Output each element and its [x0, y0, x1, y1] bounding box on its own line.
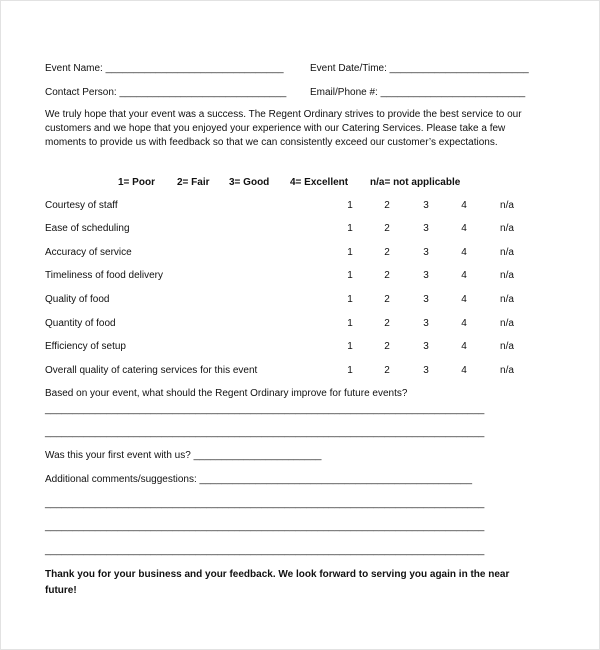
- rating-na-option[interactable]: n/a: [500, 318, 514, 329]
- rating-2-option[interactable]: 2: [384, 294, 390, 305]
- email-phone-field[interactable]: __________________________: [380, 87, 526, 98]
- improve-answer-line-2[interactable]: _______________________________________________________________________________: [45, 427, 485, 438]
- rating-3-option[interactable]: 3: [423, 318, 429, 329]
- closing-message: Thank you for your business and your feedback. We look forward to serving you again in the near future!: [45, 569, 510, 596]
- rating-2-option[interactable]: 2: [384, 341, 390, 352]
- rating-1-option[interactable]: 1: [347, 270, 353, 281]
- rating-1-option[interactable]: 1: [347, 223, 353, 234]
- first-event-question: Was this your first event with us?: [45, 450, 191, 461]
- rating-na-option[interactable]: n/a: [500, 200, 514, 211]
- rating-4-option[interactable]: 4: [461, 247, 467, 258]
- comments-label: Additional comments/suggestions:: [45, 474, 197, 485]
- rating-3-option[interactable]: 3: [423, 200, 429, 211]
- rating-na-option[interactable]: n/a: [500, 365, 514, 376]
- event-name-field[interactable]: ________________________________: [105, 63, 284, 74]
- event-name-row: [45, 63, 284, 74]
- rating-1-option[interactable]: 1: [347, 247, 353, 258]
- legend-poor: 1= Poor: [118, 177, 155, 188]
- improve-answer-line-1[interactable]: _______________________________________________________________________________: [45, 404, 485, 415]
- contact-row: [45, 87, 286, 98]
- rating-2-option[interactable]: 2: [384, 365, 390, 376]
- improve-question: Based on your event, what should the Regent Ordinary improve for future events?: [45, 388, 408, 399]
- rating-2-option[interactable]: 2: [384, 200, 390, 211]
- comments-row: [45, 474, 472, 485]
- legend-fair: 2= Fair: [177, 177, 210, 188]
- legend-good: 3= Good: [229, 177, 270, 188]
- criterion-label: Quantity of food: [45, 318, 116, 329]
- criterion-label: Ease of scheduling: [45, 223, 130, 234]
- comments-line-1[interactable]: _______________________________________________________________________________: [45, 498, 485, 509]
- legend-not-applicable: n/a= not applicable: [370, 177, 461, 188]
- rating-1-option[interactable]: 1: [347, 294, 353, 305]
- rating-1-option[interactable]: 1: [347, 365, 353, 376]
- rating-na-option[interactable]: n/a: [500, 247, 514, 258]
- criterion-label: Overall quality of catering services for this event: [45, 365, 258, 376]
- rating-2-option[interactable]: 2: [384, 247, 390, 258]
- contact-person-field[interactable]: ______________________________: [119, 87, 287, 98]
- rating-na-option[interactable]: n/a: [500, 294, 514, 305]
- comments-field[interactable]: _________________________________________________: [199, 474, 473, 485]
- rating-na-option[interactable]: n/a: [500, 341, 514, 352]
- event-name-label: Event Name:: [45, 63, 103, 74]
- rating-4-option[interactable]: 4: [461, 365, 467, 376]
- rating-2-option[interactable]: 2: [384, 318, 390, 329]
- rating-2-option[interactable]: 2: [384, 223, 390, 234]
- rating-4-option[interactable]: 4: [461, 270, 467, 281]
- rating-na-option[interactable]: n/a: [500, 270, 514, 281]
- criterion-label: Accuracy of service: [45, 247, 132, 258]
- criterion-label: Courtesy of staff: [45, 200, 118, 211]
- rating-1-option[interactable]: 1: [347, 341, 353, 352]
- rating-1-option[interactable]: 1: [347, 318, 353, 329]
- rating-4-option[interactable]: 4: [461, 223, 467, 234]
- rating-3-option[interactable]: 3: [423, 341, 429, 352]
- event-date-field[interactable]: _________________________: [389, 63, 529, 74]
- criterion-label: Quality of food: [45, 294, 110, 305]
- first-event-row: [45, 450, 322, 461]
- rating-3-option[interactable]: 3: [423, 223, 429, 234]
- comments-line-2[interactable]: _______________________________________________________________________________: [45, 521, 485, 532]
- rating-2-option[interactable]: 2: [384, 270, 390, 281]
- email-phone-row: [310, 87, 525, 98]
- legend-excellent: 4= Excellent: [290, 177, 349, 188]
- contact-person-label: Contact Person:: [45, 87, 117, 98]
- rating-4-option[interactable]: 4: [461, 200, 467, 211]
- event-date-row: [310, 63, 529, 74]
- first-event-field[interactable]: _______________________: [193, 450, 322, 461]
- rating-4-option[interactable]: 4: [461, 294, 467, 305]
- rating-3-option[interactable]: 3: [423, 270, 429, 281]
- rating-3-option[interactable]: 3: [423, 294, 429, 305]
- criterion-label: Efficiency of setup: [45, 341, 126, 352]
- criterion-label: Timeliness of food delivery: [45, 270, 164, 281]
- rating-4-option[interactable]: 4: [461, 318, 467, 329]
- rating-4-option[interactable]: 4: [461, 341, 467, 352]
- comments-line-3[interactable]: _______________________________________________________________________________: [45, 545, 485, 556]
- rating-3-option[interactable]: 3: [423, 247, 429, 258]
- rating-1-option[interactable]: 1: [347, 200, 353, 211]
- email-phone-label: Email/Phone #:: [310, 87, 378, 98]
- event-date-label: Event Date/Time:: [310, 63, 387, 74]
- rating-3-option[interactable]: 3: [423, 365, 429, 376]
- intro-paragraph: We truly hope that your event was a success. The Regent Ordinary strives to provide the best service to our customers and we hope that you enjoyed your experience with our Catering Services. Please take a few moments to provide us with feedback so that we can consistently exceed our customer’s expectations.: [45, 109, 522, 148]
- rating-na-option[interactable]: n/a: [500, 223, 514, 234]
